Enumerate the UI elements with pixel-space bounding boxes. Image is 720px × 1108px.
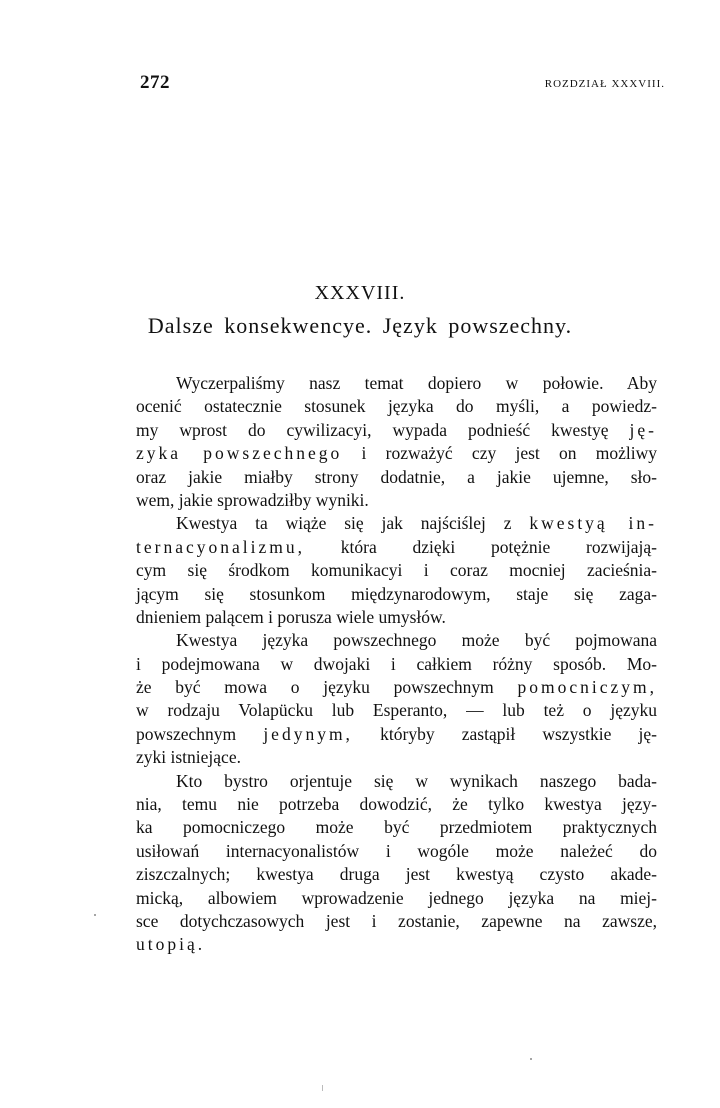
- text-span: powszechnym: [136, 723, 237, 744]
- body-text: [136, 372, 657, 957]
- text-line: [136, 933, 657, 956]
- spaced-emphasis: jedynym,: [263, 723, 353, 744]
- text-span: i rozważyć czy jest on możliwy: [361, 443, 657, 464]
- text-line: Kwestya języka powszechnego może być pojmowana: [176, 630, 657, 651]
- text-line: nia, temu nie potrzeba dowodzić, że tylko kwestya języ-: [136, 794, 657, 815]
- text-line: micką, albowiem wprowadzenie jednego języka na miej-: [136, 887, 657, 908]
- text-line: [136, 442, 657, 465]
- text-line: [136, 723, 657, 746]
- chapter-number: XXXVIII.: [314, 282, 406, 304]
- page-number: 272: [140, 72, 170, 93]
- spaced-emphasis: ję-: [629, 419, 658, 440]
- spaced-emphasis: kwestyą in-: [529, 513, 657, 534]
- text-line: ocenić ostatecznie stosunek języka do myśli, a powiedz-: [136, 396, 657, 417]
- text-line: w rodzaju Volapücku lub Esperanto, — lub też o języku: [136, 700, 657, 721]
- spaced-emphasis: pomocniczym,: [517, 677, 657, 698]
- text-line: cym się środkom komunikacyi i coraz mocniej zacieśnia-: [136, 560, 657, 581]
- text-line: Kto bystro orjentuje się w wynikach naszego bada-: [176, 770, 657, 791]
- text-line: [136, 676, 657, 699]
- paper-speck: [530, 1058, 532, 1060]
- running-head: [140, 72, 665, 102]
- chapter-title: Dalsze konsekwencye. Język powszechny.: [147, 313, 573, 338]
- text-span: my wprost do cywilizacyi, wypada podnieść kwestyę: [136, 419, 609, 440]
- text-line: sce dotychczasowych jest i zostanie, zapewne na zawsze,: [136, 910, 657, 931]
- text-line: i podejmowana w dwojaki i całkiem różny sposób. Mo-: [136, 653, 657, 674]
- text-line: jącym się stosunkom międzynarodowym, staje się zaga-: [136, 583, 657, 604]
- text-line: dnieniem palącem i porusza wiele umysłów.: [136, 606, 446, 627]
- text-line: ka pomocniczego może być przedmiotem praktycznych: [136, 817, 657, 838]
- paper-speck: [94, 914, 96, 916]
- chapter-reference: ROZDZIAŁ XXXVIII.: [544, 78, 665, 90]
- text-line: [136, 419, 657, 442]
- text-span: któryby zastąpił wszystkie ję-: [380, 723, 658, 744]
- text-line: wem, jakie sprowadziłby wyniki.: [136, 489, 369, 510]
- text-line: zyki istniejące.: [136, 747, 241, 768]
- text-line: [136, 536, 657, 559]
- text-line: oraz jakie miałby strony dodatnie, a jakie ujemne, sło-: [136, 466, 657, 487]
- text-line: Wyczerpaliśmy nasz temat dopiero w połowie. Aby: [176, 373, 657, 393]
- text-line: [136, 512, 657, 535]
- text-line: ziszczalnych; kwestya druga jest kwestyą czysto akade-: [136, 864, 657, 885]
- text-span: że być mowa o języku powszechnym: [136, 677, 494, 698]
- text-span: Kwestya ta wiąże się jak najściślej z: [176, 513, 512, 534]
- text-line: usiłowań internacyonalistów i wogóle może należeć do: [136, 840, 657, 861]
- spaced-emphasis: utopią.: [136, 934, 206, 955]
- spaced-emphasis: ternacyonalizmu,: [136, 536, 305, 557]
- spaced-emphasis: zyka powszechnego: [136, 443, 343, 464]
- paper-speck: [322, 1085, 323, 1091]
- text-span: która dzięki potężnie rozwijają-: [340, 536, 657, 557]
